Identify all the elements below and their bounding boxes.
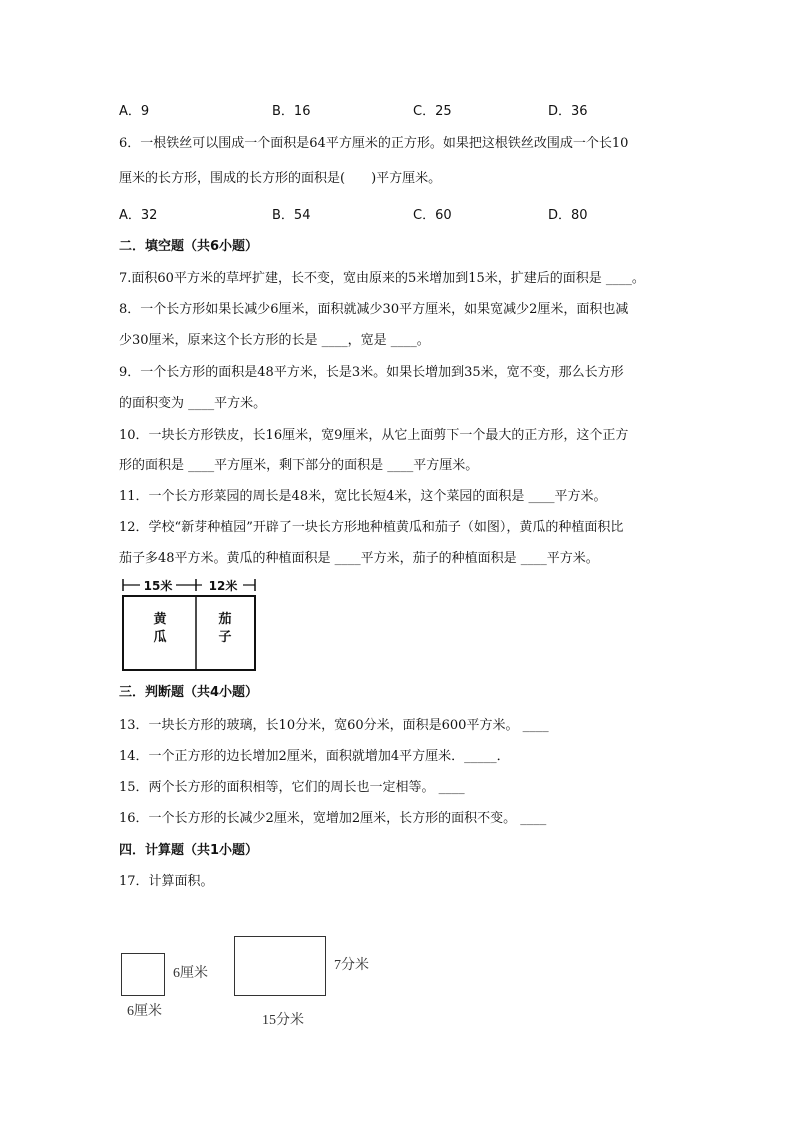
q5-option-c: C．25: [413, 104, 452, 119]
cucumber-label-2: 瓜: [153, 630, 167, 645]
q5-option-b: B．16: [272, 104, 311, 119]
q15-text: 15．两个长方形的面积相等，它们的周长也一定相等。 ____: [119, 780, 465, 795]
q14-text: 14．一个正方形的边长增加2厘米，面积就增加4平方厘米．_____．: [119, 749, 510, 764]
q10-line-2: 形的面积是 ____平方厘米，剩下部分的面积是 ____平方厘米。: [119, 458, 479, 473]
q8-line-1: 8．一个长方形如果长减少6厘米，面积就减少30平方厘米，如果宽减少2厘米，面积也减: [119, 302, 629, 317]
q6-option-b: B．54: [272, 208, 311, 223]
rectangle-height-label: 7分米: [334, 958, 369, 973]
q12-line-2: 茄子多48平方米。黄瓜的种植面积是 ____平方米，茄子的种植面积是 ____平方米。: [119, 551, 599, 566]
square-side-bottom-label: 6厘米: [127, 1004, 162, 1019]
q5-option-a: A．9: [119, 104, 150, 119]
left-length-label: 15米: [143, 579, 173, 593]
rectangle-width-label: 15分米: [262, 1013, 304, 1028]
square-shape: [121, 953, 165, 996]
section-fill-heading: 二．填空题（共6小题）: [119, 239, 259, 254]
q17-text: 17．计算面积。: [119, 874, 214, 889]
q6-option-d: D．80: [548, 208, 588, 223]
square-side-right-label: 6厘米: [173, 966, 208, 981]
q6-option-a: A．32: [119, 208, 158, 223]
q6-option-c: C．60: [413, 208, 452, 223]
q5-option-d: D．36: [548, 104, 588, 119]
right-length-label: 12米: [208, 579, 238, 593]
q16-text: 16．一个长方形的长减少2厘米，宽增加2厘米，长方形的面积不变。 ____: [119, 811, 547, 826]
q12-planting-diagram: [118, 575, 260, 673]
q7-text: 7.面积60平方米的草坪扩建，长不变，宽由原来的5米增加到15米，扩建后的面积是 ____。: [119, 271, 645, 286]
eggplant-label-2: 子: [218, 630, 232, 645]
field-outline: [123, 596, 255, 670]
q6-line-1: 6．一根铁丝可以围成一个面积是64平方厘米的正方形。如果把这根铁丝改围成一个长10: [119, 136, 629, 151]
section-calc-heading: 四．计算题（共1小题）: [119, 843, 259, 858]
eggplant-label-1: 茄: [218, 612, 232, 627]
q8-line-2: 少30厘米，原来这个长方形的长是 ____，宽是 ____。: [119, 333, 430, 348]
q13-text: 13．一块长方形的玻璃，长10分米，宽60分米，面积是600平方米。 ____: [119, 718, 549, 733]
q11-text: 11．一个长方形菜园的周长是48米，宽比长短4米，这个菜园的面积是 ____平方米。: [119, 489, 607, 504]
q10-line-1: 10．一块长方形铁皮，长16厘米，宽9厘米，从它上面剪下一个最大的正方形，这个正方: [119, 428, 629, 443]
section-judge-heading: 三．判断题（共4小题）: [119, 685, 259, 700]
q6-line-2: 厘米的长方形，围成的长方形的面积是( )平方厘米。: [119, 171, 442, 186]
q12-line-1: 12．学校“新芽种植园”开辟了一块长方形地种植黄瓜和茄子（如图），黄瓜的种植面积比: [119, 520, 624, 535]
q9-line-1: 9．一个长方形的面积是48平方米，长是3米。如果长增加到35米，宽不变，那么长方形: [119, 365, 624, 380]
rectangle-shape: [234, 936, 326, 996]
q9-line-2: 的面积变为 ____平方米。: [119, 396, 267, 411]
cucumber-label-1: 黄: [153, 612, 167, 627]
